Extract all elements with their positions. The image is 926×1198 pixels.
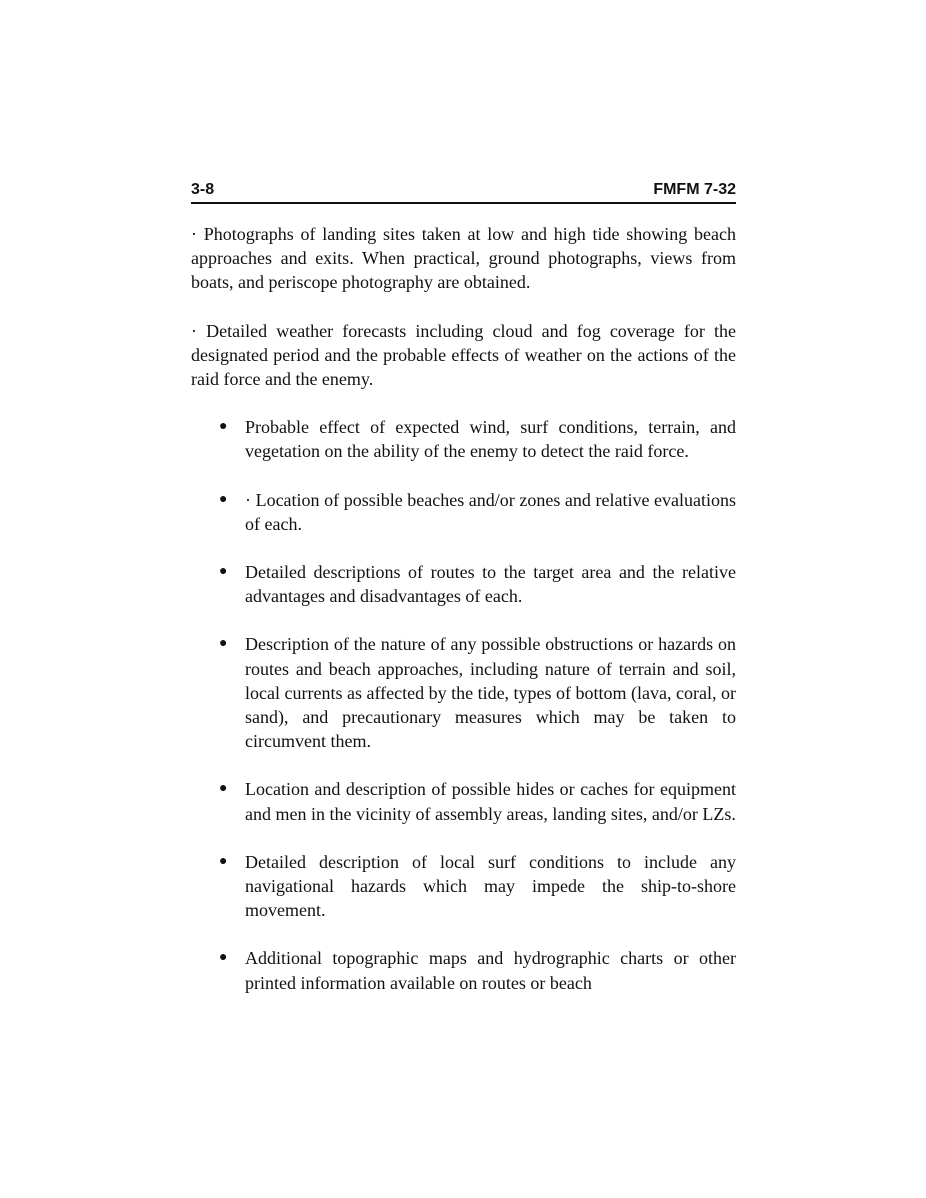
paragraph-rest: beach approaches and exits. When practical, ground photographs, views from boats, and periscope photography are obtained. [191,224,737,293]
paragraph-weather [191,319,736,392]
list-item-text: Probable effect of expected wind, surf conditions, terrain, and vegetation on the ability of the enemy to detect the raid force. [245,417,736,462]
paragraph-lead: · Photographs of landing sites taken at low and high tide showing [191,224,688,244]
bullet-icon: ● [219,419,228,435]
list-item [191,777,736,825]
bullet-list [191,415,736,995]
list-item-text: Additional topographic maps and hydrographic charts or other printed information available on routes or beach [245,948,736,993]
document-id: FMFM 7-32 [653,181,736,198]
list-item [191,560,736,608]
page-header [191,180,736,204]
list-item [191,415,736,463]
list-item-text: Location and description of possible hides or caches for equipment and men in the vicinity of assembly areas, landing sites, and/or LZs. [245,779,736,824]
page-number: 3-8 [191,181,215,198]
page-body [191,222,736,1019]
list-item [191,632,736,753]
list-item [191,946,736,994]
paragraph-photographs [191,222,736,295]
list-item-text: Description of the nature of any possible obstructions or hazards on routes and beach approaches, including nature of terrain and soil, local currents as affected by the tide, types of bottom (lava, coral, or sand), and precautionary measures which may be taken to circumvent them. [245,634,736,752]
list-item [191,850,736,923]
paragraph-lead: · Detailed weather forecasts including cloud and fog coverage [191,320,675,341]
bullet-icon: ● [219,853,228,869]
bullet-icon: ● [219,564,228,580]
bullet-icon: ● [219,781,228,797]
list-item-text: Detailed description of local surf conditions to include any navigational hazards which may impede the ship-to-shore movement. [245,851,736,921]
bullet-icon: ● [219,491,228,507]
list-item-text: · Location of possible beaches and/or zones and relative evaluations of each. [245,489,736,534]
list-item [191,488,736,536]
list-item-text: Detailed descriptions of routes to the target area and the relative advantages and disadvantages of each. [245,562,736,607]
bullet-icon: ● [219,636,228,652]
bullet-icon: ● [219,950,228,966]
paragraph-rest: for the designated period and the probable effects of weather on the actions of the raid force and the enemy. [191,320,737,390]
